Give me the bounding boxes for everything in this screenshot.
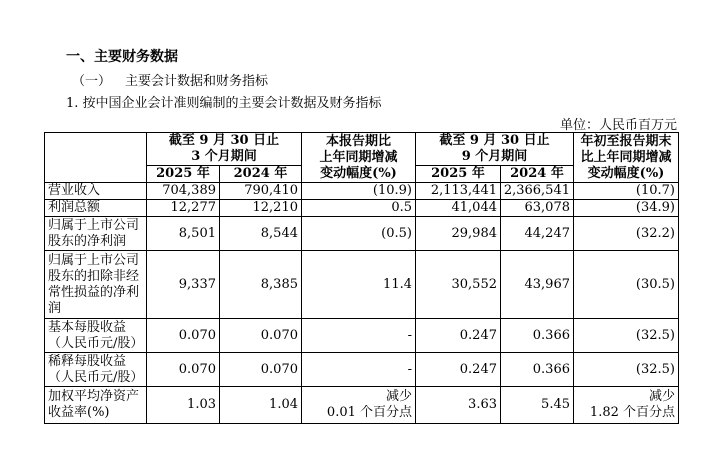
row-label: 基本每股收益 （人民币元/股） bbox=[45, 319, 147, 353]
subsection-marker: （一） bbox=[72, 74, 112, 89]
cell-q3-change: - bbox=[302, 319, 416, 353]
cell-ytd-change: (34.9) bbox=[574, 200, 679, 217]
table-row bbox=[45, 200, 679, 217]
table-row bbox=[45, 251, 679, 319]
cell-q3-2024: 0.070 bbox=[220, 353, 302, 387]
cell-q3-change: - bbox=[302, 353, 416, 387]
cell-9m-2024: 0.366 bbox=[501, 319, 574, 353]
cell-9m-2025: 0.247 bbox=[416, 353, 501, 387]
cell-ytd-change: (32.2) bbox=[574, 217, 679, 251]
cell-q3-2025: 1.03 bbox=[147, 387, 220, 424]
cell-9m-2024: 43,967 bbox=[501, 251, 574, 319]
section-title: 一、主要财务数据 bbox=[66, 49, 178, 65]
cell-9m-2024: 5.45 bbox=[501, 387, 574, 424]
cell-9m-2025: 3.63 bbox=[416, 387, 501, 424]
cell-9m-2025: 41,044 bbox=[416, 200, 501, 217]
table-row bbox=[45, 387, 679, 424]
header-q3-change: 本报告期比 上年同期增减 变动幅度(%) bbox=[302, 133, 416, 183]
cell-q3-2025: 12,277 bbox=[147, 200, 220, 217]
cell-q3-2024: 8,385 bbox=[220, 251, 302, 319]
cell-q3-2025: 8,501 bbox=[147, 217, 220, 251]
header-q3-2024: 2024 年 bbox=[220, 166, 302, 183]
table-row bbox=[45, 319, 679, 353]
cell-ytd-change: (32.5) bbox=[574, 319, 679, 353]
cell-9m-2025: 30,552 bbox=[416, 251, 501, 319]
cell-ytd-change: 减少 1.82 个百分点 bbox=[574, 387, 679, 424]
subsection-title bbox=[72, 70, 268, 89]
header-ytd-change: 年初至报告期末 比上年同期增减 变动幅度(%) bbox=[574, 133, 679, 183]
unit-note: 单位：人民币百万元 bbox=[559, 118, 677, 133]
subsection-text: 主要会计数据和财务指标 bbox=[125, 74, 269, 89]
cell-9m-2025: 29,984 bbox=[416, 217, 501, 251]
cell-9m-2024: 63,078 bbox=[501, 200, 574, 217]
cell-q3-change: 减少 0.01 个百分点 bbox=[302, 387, 416, 424]
cell-q3-2024: 8,544 bbox=[220, 217, 302, 251]
cell-q3-change: 11.4 bbox=[302, 251, 416, 319]
row-label: 加权平均净资产 收益率(%) bbox=[45, 387, 147, 424]
table-row bbox=[45, 217, 679, 251]
table-row bbox=[45, 353, 679, 387]
cell-ytd-change: (32.5) bbox=[574, 353, 679, 387]
table-row bbox=[45, 183, 679, 200]
cell-q3-change: (10.9) bbox=[302, 183, 416, 200]
cell-q3-change: (0.5) bbox=[302, 217, 416, 251]
cell-9m-2024: 0.366 bbox=[501, 353, 574, 387]
cell-q3-change: 0.5 bbox=[302, 200, 416, 217]
cell-ytd-change: (30.5) bbox=[574, 251, 679, 319]
cell-q3-2024: 12,210 bbox=[220, 200, 302, 217]
item-title: 1. 按中国企业会计准则编制的主要会计数据及财务指标 bbox=[66, 96, 382, 111]
cell-q3-2025: 0.070 bbox=[147, 319, 220, 353]
header-9m-period: 截至 9 月 30 日止 9 个月期间 bbox=[416, 133, 574, 166]
cell-9m-2025: 0.247 bbox=[416, 319, 501, 353]
cell-q3-2024: 0.070 bbox=[220, 319, 302, 353]
header-9m-2024: 2024 年 bbox=[501, 166, 574, 183]
header-q3-period: 截至 9 月 30 日止 3 个月期间 bbox=[147, 133, 302, 166]
row-label: 稀释每股收益 （人民币元/股） bbox=[45, 353, 147, 387]
financial-data-table bbox=[44, 132, 679, 424]
header-9m-2025: 2025 年 bbox=[416, 166, 501, 183]
row-label: 营业收入 bbox=[45, 183, 147, 200]
row-label: 利润总额 bbox=[45, 200, 147, 217]
cell-q3-2024: 790,410 bbox=[220, 183, 302, 200]
row-label: 归属于上市公司 股东的净利润 bbox=[45, 217, 147, 251]
cell-9m-2024: 2,366,541 bbox=[501, 183, 574, 200]
header-q3-2025: 2025 年 bbox=[147, 166, 220, 183]
cell-q3-2024: 1.04 bbox=[220, 387, 302, 424]
header-corner bbox=[45, 133, 147, 183]
cell-ytd-change: (10.7) bbox=[574, 183, 679, 200]
cell-9m-2024: 44,247 bbox=[501, 217, 574, 251]
cell-9m-2025: 2,113,441 bbox=[416, 183, 501, 200]
row-label: 归属于上市公司 股东的扣除非经 常性损益的净利 润 bbox=[45, 251, 147, 319]
cell-q3-2025: 9,337 bbox=[147, 251, 220, 319]
cell-q3-2025: 0.070 bbox=[147, 353, 220, 387]
cell-q3-2025: 704,389 bbox=[147, 183, 220, 200]
